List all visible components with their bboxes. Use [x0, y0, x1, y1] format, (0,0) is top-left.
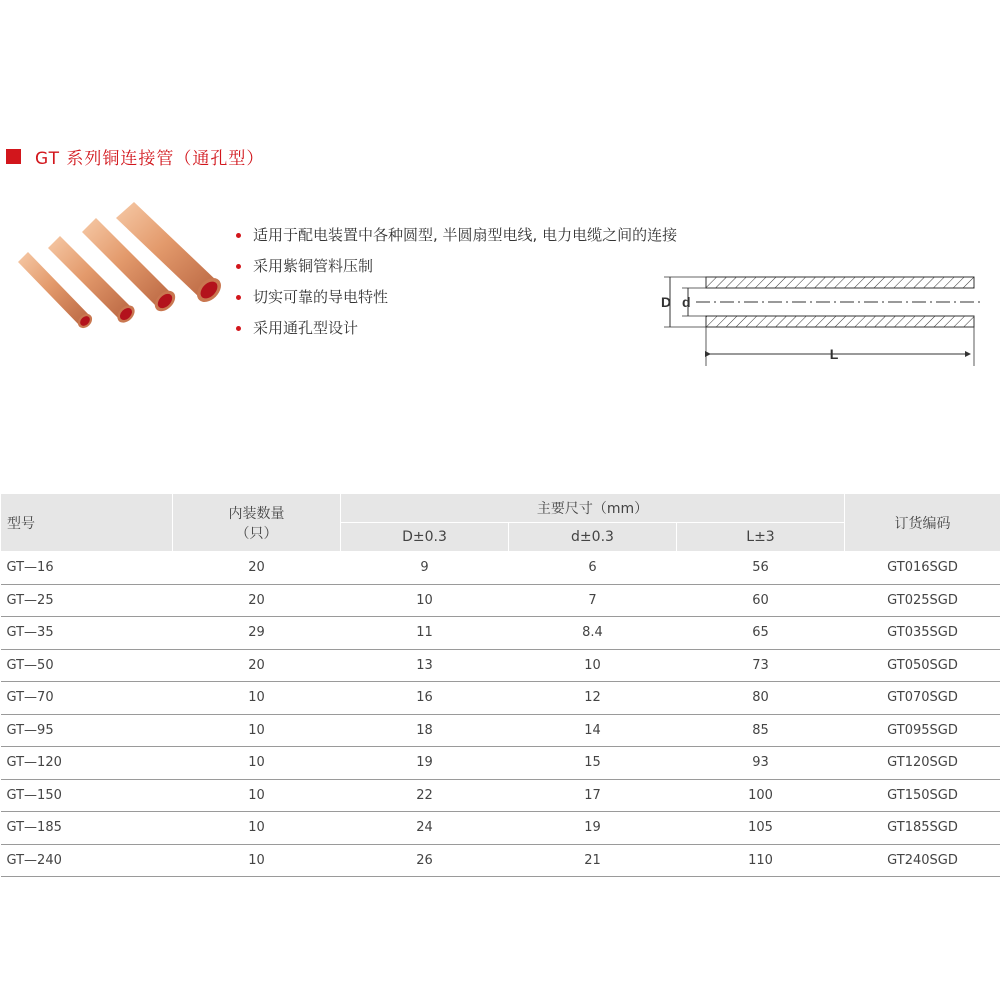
cell-model: GT—185 — [1, 812, 173, 845]
cell-qty: 20 — [173, 649, 341, 682]
header-model: 型号 — [1, 494, 173, 552]
table-row — [1, 714, 1000, 747]
cell-qty: 10 — [173, 682, 341, 715]
cell-qty: 29 — [173, 617, 341, 650]
header-quantity-line1: 内装数量 — [228, 505, 285, 522]
table-row — [1, 617, 1000, 650]
table-row — [1, 747, 1000, 780]
table-row — [1, 682, 1000, 715]
cell-L: 65 — [677, 617, 845, 650]
cell-L: 93 — [677, 747, 845, 780]
cell-d: 6 — [509, 552, 677, 585]
cell-L: 56 — [677, 552, 845, 585]
cell-qty: 10 — [173, 844, 341, 877]
cell-code: GT035SGD — [845, 617, 1000, 650]
cell-L: 73 — [677, 649, 845, 682]
cell-code: GT095SGD — [845, 714, 1000, 747]
cell-model: GT—120 — [1, 747, 173, 780]
cell-model: GT—35 — [1, 617, 173, 650]
bullet-icon — [236, 326, 241, 331]
cell-d: 17 — [509, 779, 677, 812]
cell-D: 18 — [341, 714, 509, 747]
cell-d: 14 — [509, 714, 677, 747]
cell-d: 8.4 — [509, 617, 677, 650]
feature-text: 采用通孔型设计 — [253, 319, 359, 337]
cell-model: GT—150 — [1, 779, 173, 812]
cell-L: 80 — [677, 682, 845, 715]
cell-qty: 10 — [173, 812, 341, 845]
section-title-text: GT 系列铜连接管（通孔型） — [35, 148, 265, 169]
copper-tubes-image — [14, 196, 224, 346]
cell-L: 85 — [677, 714, 845, 747]
label-inner-diameter: d — [682, 294, 691, 310]
tube-dimension-diagram — [656, 268, 986, 378]
cell-qty: 20 — [173, 552, 341, 585]
table-row — [1, 779, 1000, 812]
header-quantity-line2: （只） — [235, 525, 278, 542]
feature-item — [236, 282, 677, 313]
feature-list — [236, 220, 677, 344]
cell-qty: 10 — [173, 779, 341, 812]
feature-text: 切实可靠的导电特性 — [253, 288, 389, 306]
cell-qty: 10 — [173, 714, 341, 747]
feature-item — [236, 251, 677, 282]
cell-model: GT—95 — [1, 714, 173, 747]
cell-code: GT150SGD — [845, 779, 1000, 812]
feature-text: 采用紫铜管料压制 — [253, 257, 374, 275]
cell-model: GT—240 — [1, 844, 173, 877]
cell-d: 7 — [509, 584, 677, 617]
header-length: L±3 — [677, 523, 845, 552]
cell-code: GT050SGD — [845, 649, 1000, 682]
cell-d: 12 — [509, 682, 677, 715]
label-length: L — [829, 346, 839, 362]
cell-D: 16 — [341, 682, 509, 715]
cell-d: 19 — [509, 812, 677, 845]
cell-D: 24 — [341, 812, 509, 845]
cell-D: 19 — [341, 747, 509, 780]
cell-D: 13 — [341, 649, 509, 682]
header-main-dimensions: 主要尺寸（mm） — [341, 494, 845, 523]
header-quantity — [173, 494, 341, 552]
header-inner-diameter: d±0.3 — [509, 523, 677, 552]
bullet-icon — [236, 233, 241, 238]
header-outer-diameter: D±0.3 — [341, 523, 509, 552]
cell-d: 10 — [509, 649, 677, 682]
spec-table — [0, 493, 1000, 877]
title-marker-icon — [6, 149, 21, 164]
section-title — [6, 144, 264, 168]
feature-item — [236, 220, 677, 251]
cell-code: GT016SGD — [845, 552, 1000, 585]
cell-D: 9 — [341, 552, 509, 585]
table-row — [1, 584, 1000, 617]
cell-code: GT240SGD — [845, 844, 1000, 877]
feature-item — [236, 313, 677, 344]
cell-D: 26 — [341, 844, 509, 877]
tube-wall-top — [706, 277, 974, 288]
cell-model: GT—16 — [1, 552, 173, 585]
bullet-icon — [236, 295, 241, 300]
cell-code: GT185SGD — [845, 812, 1000, 845]
cell-code: GT120SGD — [845, 747, 1000, 780]
cell-code: GT025SGD — [845, 584, 1000, 617]
cell-qty: 10 — [173, 747, 341, 780]
cell-D: 22 — [341, 779, 509, 812]
cell-d: 21 — [509, 844, 677, 877]
cell-L: 60 — [677, 584, 845, 617]
label-outer-diameter: D — [661, 294, 672, 310]
cell-model: GT—50 — [1, 649, 173, 682]
cell-D: 11 — [341, 617, 509, 650]
feature-text: 适用于配电装置中各种圆型, 半圆扇型电线, 电力电缆之间的连接 — [253, 226, 678, 244]
table-row — [1, 552, 1000, 585]
cell-d: 15 — [509, 747, 677, 780]
cell-model: GT—25 — [1, 584, 173, 617]
cell-D: 10 — [341, 584, 509, 617]
table-row — [1, 812, 1000, 845]
table-row — [1, 649, 1000, 682]
cell-code: GT070SGD — [845, 682, 1000, 715]
cell-L: 105 — [677, 812, 845, 845]
cell-L: 100 — [677, 779, 845, 812]
bullet-icon — [236, 264, 241, 269]
table-row — [1, 844, 1000, 877]
spec-table-body — [1, 552, 1000, 877]
header-order-code: 订货编码 — [845, 494, 1000, 552]
cell-model: GT—70 — [1, 682, 173, 715]
tube-wall-bottom — [706, 316, 974, 327]
cell-qty: 20 — [173, 584, 341, 617]
cell-L: 110 — [677, 844, 845, 877]
